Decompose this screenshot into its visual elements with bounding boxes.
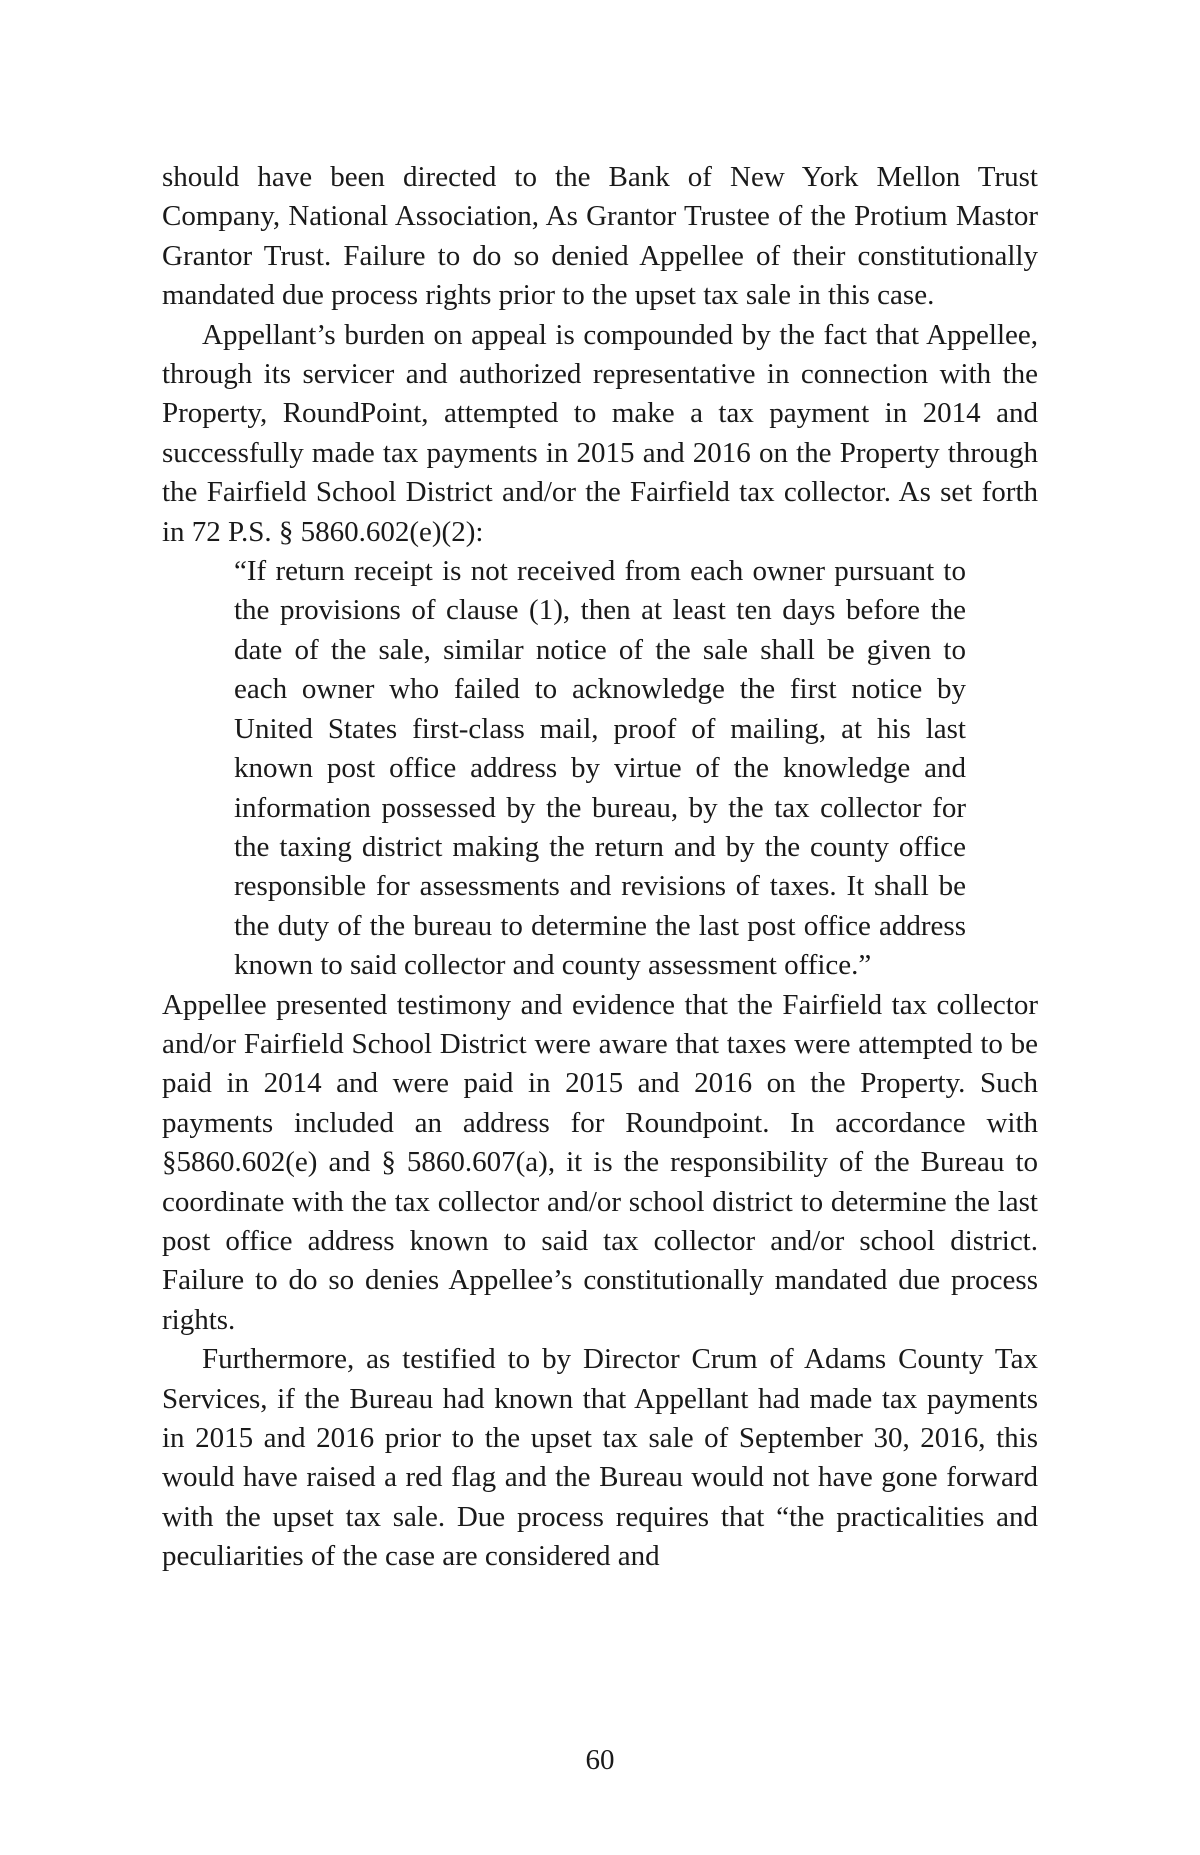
paragraph-furthermore: Furthermore, as testified to by Director Crum of Adams County Tax Services, if the Bureau had known that Appellant had made tax payments in 2015 and 2016 prior to the upset tax sale of September 30, 2016, this would have raised a red flag and the Bureau would not have gone forward with the upset tax sale. Due process requires that “the practicalities and peculiarities of the case are considered and [162,1343,1038,1573]
paragraph-appellee-testimony: Appellee presented testimony and evidence that the Fairfield tax collector and/or Fairfield School District were aware that taxes were attempted to be paid in 2014 and were paid in 2015 and 2016 on the Property. Such payments included an address for Roundpoint. In accordance with §5860.602(e) and § 5860.607(a), it is the responsibility of the Bureau to coordinate with the tax collector and/or school district to determine the last post office address known to said tax collector and/or school district. Failure to do so denies Appellee’s constitutionally mandated due process rights. [162,988,1038,1336]
block-quote-statute: “If return receipt is not received from each owner pursuant to the provisions of clause (1), then at least ten days before the date of the sale, similar notice of the sale shall be given to each owner who failed to acknowledge the first notice by United States first-class mail, proof of mailing, at his last known post office address by virtue of the knowledge and information possessed by the bureau, by the tax collector for the taxing district making the return and by the county office responsible for assessments and revisions of taxes. It shall be the duty of the bureau to determine the last post office address known to said collector and county assessment office.” [234,555,966,982]
body-text [162,158,1038,1577]
paragraph-appellant-burden: Appellant’s burden on appeal is compounded by the fact that Appellee, through its servicer and authorized representative in connection with the Property, RoundPoint, attempted to make a tax payment in 2014 and successfully made tax payments in 2015 and 2016 on the Property through the Fairfield School District and/or the Fairfield tax collector. As set forth in 72 P.S. § 5860.602(e)(2): [162,318,1038,548]
paragraph-continuation-top: should have been directed to the Bank of New York Mellon Trust Company, National Association, As Grantor Trustee of the Protium Mastor Grantor Trust. Failure to do so denied Appellee of their constitutionally mandated due process rights prior to the upset tax sale in this case. [162,161,1038,312]
page-number: 60 [585,1744,615,1776]
